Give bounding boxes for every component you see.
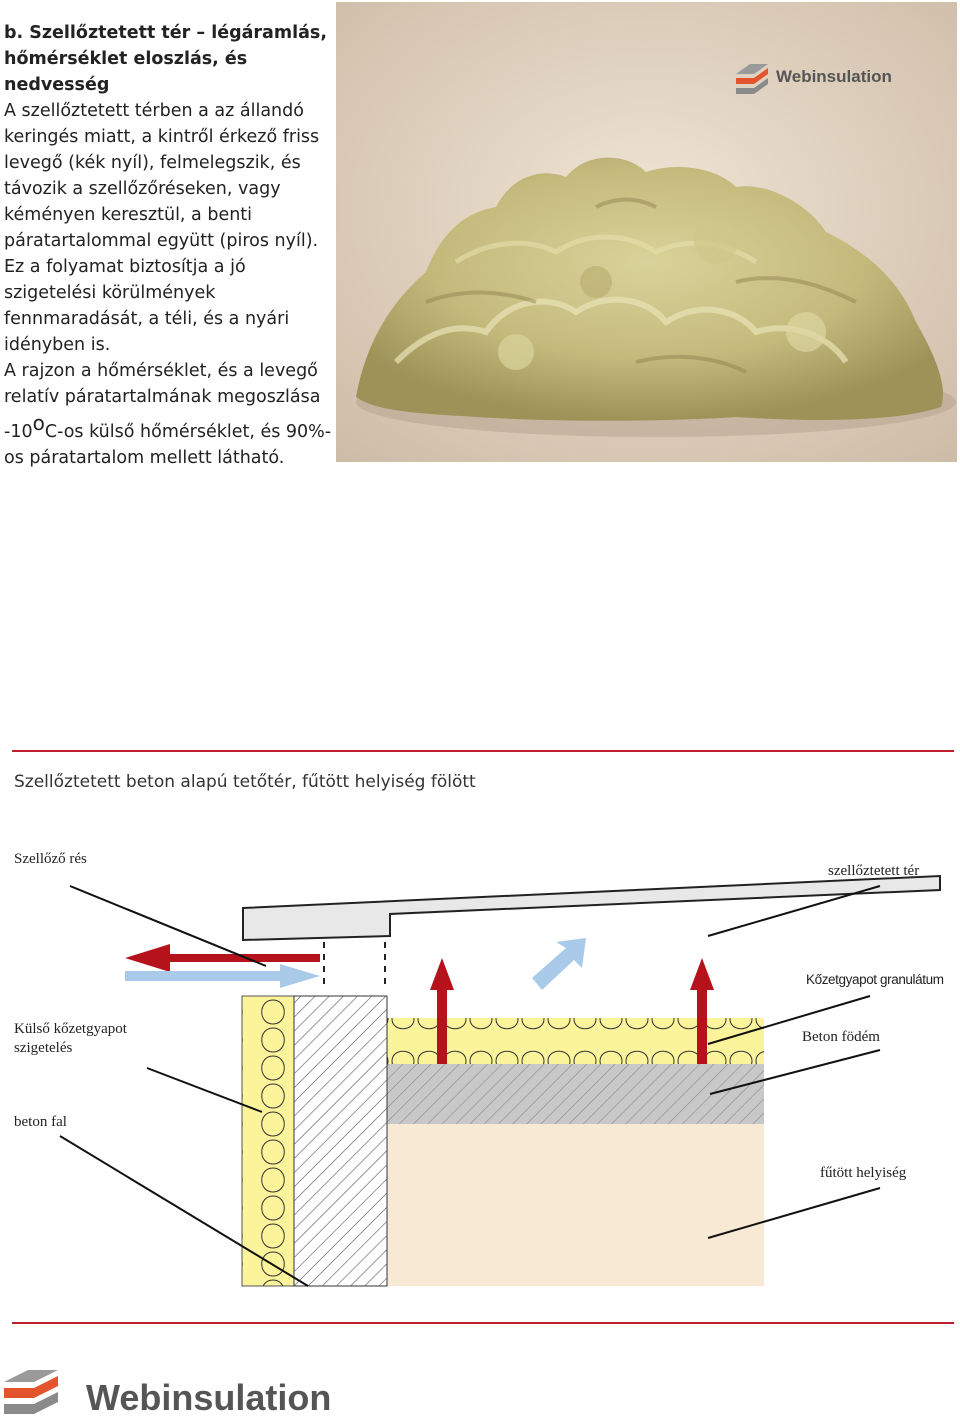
footer-logo-text: Webinsulation	[86, 1377, 332, 1418]
section-title: Szellőztetett beton alapú tetőtér, fűtött helyiség fölött	[14, 772, 476, 792]
intro-text	[4, 20, 334, 471]
intro-paragraph-1: A szellőztetett térben a az állandó keringés miatt, a kintről érkező friss levegő (kék nyíl), felmelegszik, és távozik a szellőzőréseken, vagy kéményen keresztül, a benti páratartalommal együtt (piros nyíl). Ez a folyamat biztosítja a jó szigetelési körülmények fennmaradását, a téli, és a nyári idényben is.	[4, 101, 320, 355]
label-concrete-wall: beton fal	[14, 1114, 67, 1130]
label-vent-gap: Szellőző rés	[14, 851, 87, 867]
section-top-rule	[12, 750, 954, 752]
roof-slab	[243, 876, 940, 940]
label-ventilated-space: szellőztetett tér	[828, 863, 920, 879]
photo-logo-text: Webinsulation	[776, 67, 892, 86]
intro-heading: b. Szellőztetett tér – légáramlás, hőmérséklet eloszlás, és nedvesség	[4, 23, 327, 95]
section-bottom-rule	[12, 1322, 954, 1324]
label-concrete-slab: Beton födém	[802, 1029, 880, 1045]
intro-paragraph-2-a: A rajzon a hőmérséklet, és a levegő relatív páratartalmának megoszlása -10	[4, 361, 321, 442]
degree-superscript: o	[32, 411, 45, 435]
heated-room-area	[387, 1124, 764, 1286]
cold-air-in-arrow	[125, 964, 320, 988]
rockwool-photo	[336, 2, 957, 462]
intro-paragraph-2	[4, 358, 334, 471]
external-insulation-layer	[242, 996, 294, 1286]
label-granulate: Kőzetgyapot granulátum	[806, 972, 944, 987]
diagonal-air-arrow	[532, 938, 586, 990]
logo-mark-icon	[4, 1370, 58, 1414]
webinsulation-logo	[2, 1368, 422, 1423]
ventilated-attic-diagram	[0, 830, 960, 1300]
label-external-insulation: Külső kőzetgyapot szigetelés	[14, 1021, 127, 1056]
label-heated-room: fűtött helyiség	[820, 1165, 907, 1181]
intro-paragraph-2-b: C-os külső hőmérséklet, és 90%-os páratartalom mellett látható.	[4, 421, 332, 468]
